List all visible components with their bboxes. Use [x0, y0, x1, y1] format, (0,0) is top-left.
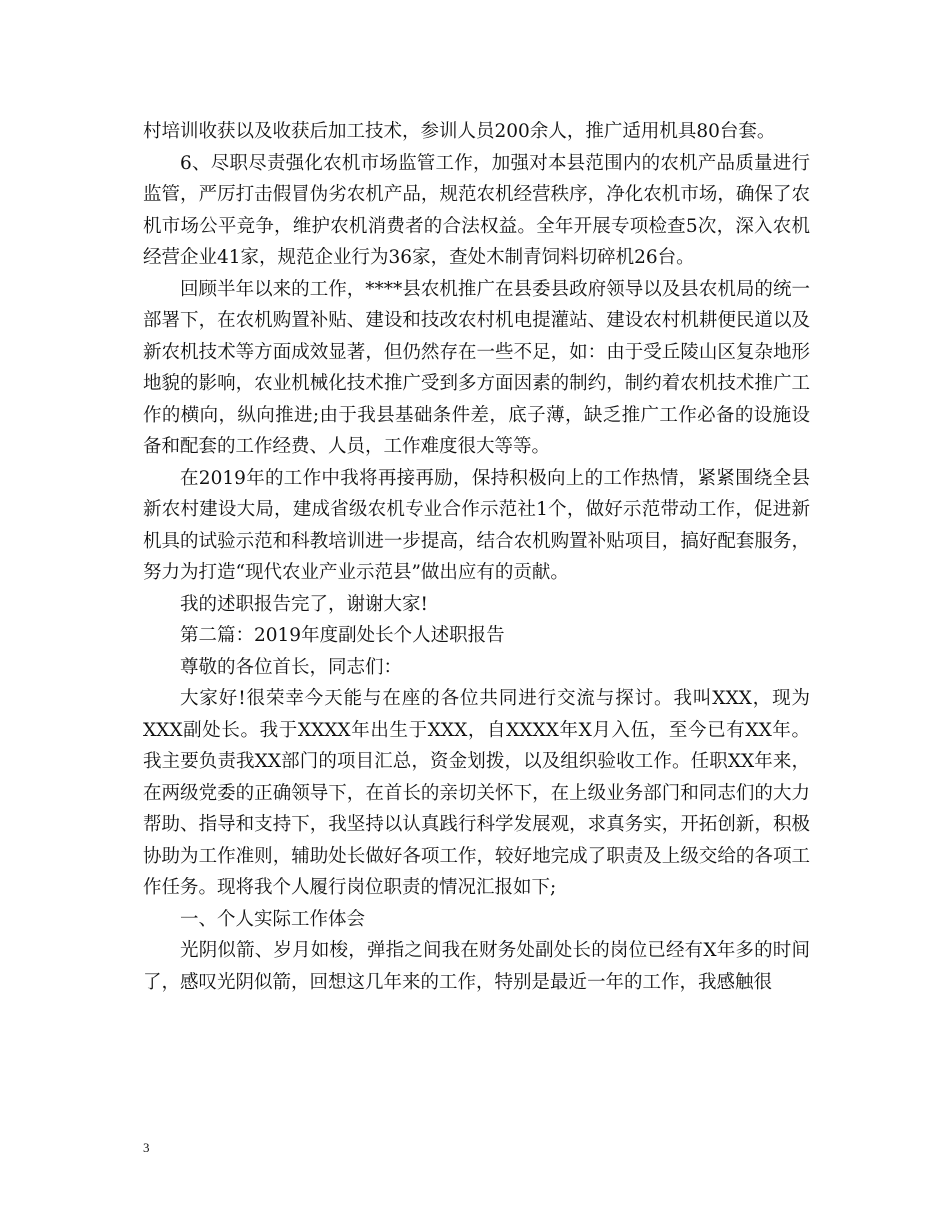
paragraph-closing: 我的述职报告完了，谢谢大家!: [180, 593, 428, 615]
paragraph-market-supervision: 6、尽职尽责强化农机市场监管工作，加强对本县范围内的农机产品质量进行监管，严厉打击假冒伪劣农机产品，规范农机经营秩序，净化农机市场，确保了农机市场公平竞争，维护农机消费者的合法权益。全年开展专项检查5次，深入农机经营企业41家，规范企业行为36家，查处木制青饲料切碎机26台。: [143, 152, 810, 268]
paragraph-continuation: 村培训收获以及收获后加工技术，参训人员200余人，推广适用机具80台套。: [143, 121, 776, 142]
document-body: [143, 116, 810, 998]
paragraph-plan-2019: 在2019年的工作中我将再接再励，保持积极向上的工作热情，紧紧围绕全县新农村建设大局，建成省级农机专业合作示范社1个，做好示范带动工作，促进新机具的试验示范和科教培训进一步提高，结合农机购置补贴项目，搞好配套服务，努力为打造“现代农业产业示范县”做出应有的贡献。: [143, 467, 810, 583]
subheading-work-experience: 一、个人实际工作体会: [180, 908, 366, 930]
salutation: 尊敬的各位首长，同志们：: [180, 656, 403, 678]
paragraph-introduction: 大家好!很荣幸今天能与在座的各位共同进行交流与探讨。我叫XXX，现为XXX副处长。我于XXXX年出生于XXX，自XXXX年X月入伍，至今已有XX年。我主要负责我XX部门的项目汇总，资金划拨，以及组织验收工作。任职XX年来，在两级党委的正确领导下，在首长的亲切关怀下，在上级业务部门和同志们的大力帮助、指导和支持下，我坚持以认真践行科学发展观，求真务实，开拓创新，积极协助为工作准则，辅助处长做好各项工作，较好地完成了职责及上级交给的各项工作任务。现将我个人履行岗位职责的情况汇报如下;: [143, 688, 810, 898]
page-number: 3: [143, 1140, 150, 1155]
section-heading-second-report: 第二篇：2019年度副处长个人述职报告: [180, 625, 505, 646]
paragraph-time-reflection: 光阴似箭、岁月如梭，弹指之间我在财务处副处长的岗位已经有X年多的时间了，感叹光阴似箭，回想这几年来的工作，特别是最近一年的工作，我感触很: [143, 940, 810, 993]
paragraph-review: 回顾半年以来的工作，****县农机推广在县委县政府领导以及县农机局的统一部署下，在农机购置补贴、建设和技改农村机电提灌站、建设农村机耕便民道以及新农机技术等方面成效显著，但仍然存在一些不足，如：由于受丘陵山区复杂地形地貌的影响，农业机械化技术推广受到多方面因素的制约，制约着农机技术推广工作的横向，纵向推进;由于我县基础条件差，底子薄，缺乏推广工作必备的设施设备和配套的工作经费、人员，工作难度很大等等。: [143, 278, 810, 457]
